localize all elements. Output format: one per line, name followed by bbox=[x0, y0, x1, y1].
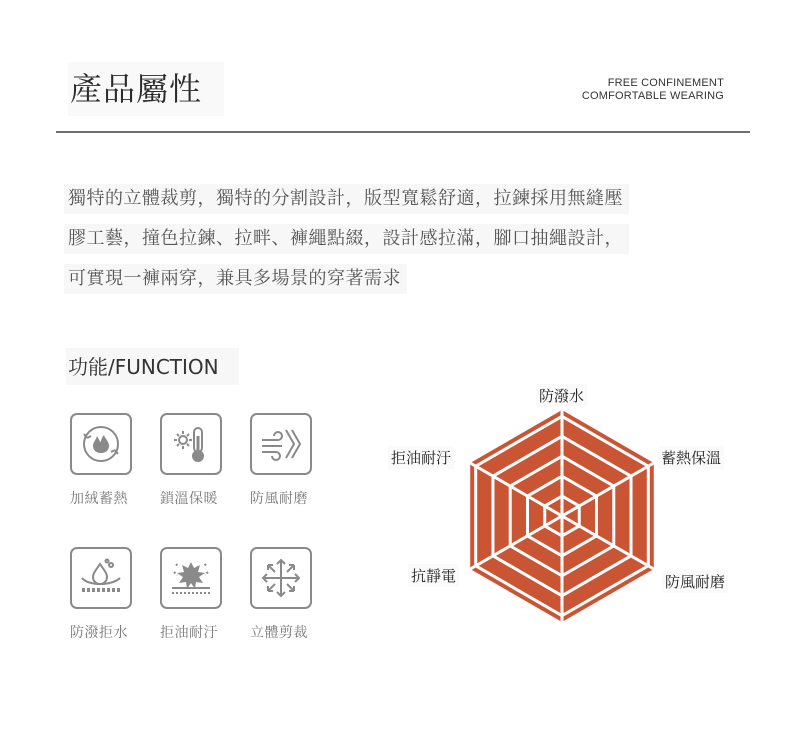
description-line-3: 可實現一褲兩穿，兼具多場景的穿著需求 bbox=[64, 264, 407, 294]
feature-3d-cut bbox=[250, 547, 312, 641]
feature-windproof bbox=[250, 413, 312, 507]
axis-label-heat-retention: 蓄熱保溫 bbox=[658, 446, 724, 469]
header-divider bbox=[56, 131, 750, 133]
feature-stain-resistant bbox=[160, 547, 222, 641]
radar-chart bbox=[380, 370, 780, 670]
feature-fleece-heat bbox=[70, 413, 132, 507]
feature-label: 防潑拒水 bbox=[70, 625, 128, 641]
feature-label: 加絨蓄熱 bbox=[70, 491, 128, 507]
description-line-2: 膠工藝，撞色拉鍊、拉畔、褲繩點綴，設計感拉滿，腳口抽繩設計， bbox=[64, 224, 629, 254]
stretch-arrows-icon bbox=[250, 547, 312, 609]
axis-label-antistatic: 抗靜電 bbox=[408, 564, 459, 587]
feature-label: 鎖溫保暖 bbox=[160, 491, 218, 507]
page-title: 產品屬性 bbox=[68, 62, 224, 116]
feature-label: 拒油耐汙 bbox=[160, 625, 218, 641]
tagline-line-2: COMFORTABLE WEARING bbox=[581, 90, 724, 102]
fire-recycle-icon bbox=[70, 413, 132, 475]
description-line-1: 獨特的立體裁剪，獨特的分割設計，版型寬鬆舒適，拉鍊採用無縫壓 bbox=[64, 184, 629, 214]
water-drop-repel-icon bbox=[70, 547, 132, 609]
feature-label: 防風耐磨 bbox=[250, 491, 308, 507]
feature-warmth-lock bbox=[160, 413, 222, 507]
product-description bbox=[64, 184, 724, 304]
axis-label-stain-resistant: 拒油耐汙 bbox=[388, 446, 454, 469]
tagline bbox=[582, 77, 724, 103]
radar-chart-svg bbox=[380, 370, 780, 670]
stain-repel-icon bbox=[160, 547, 222, 609]
axis-label-water-repellent: 防潑水 bbox=[536, 384, 587, 407]
feature-water-repellent bbox=[70, 547, 132, 641]
thermometer-sun-icon bbox=[160, 413, 222, 475]
function-section-title: 功能/FUNCTION bbox=[66, 348, 239, 385]
wind-shield-icon bbox=[250, 413, 312, 475]
tagline-line-1: FREE CONFINEMENT bbox=[607, 77, 724, 89]
axis-label-windproof: 防風耐磨 bbox=[662, 570, 728, 593]
feature-label: 立體剪裁 bbox=[250, 625, 308, 641]
